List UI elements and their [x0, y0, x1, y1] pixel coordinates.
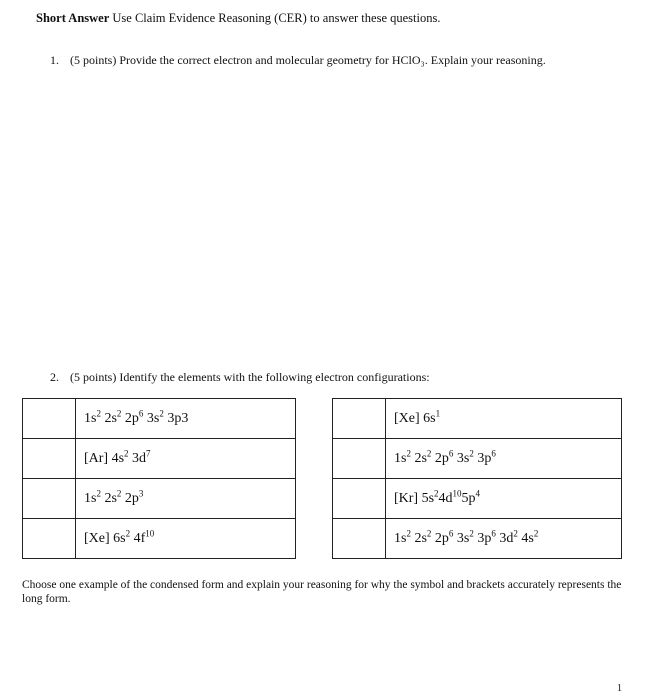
table-row — [333, 479, 622, 519]
section-heading — [36, 11, 440, 26]
answer-cell[interactable] — [333, 479, 386, 519]
answer-cell[interactable] — [333, 439, 386, 479]
answer-cell[interactable] — [333, 399, 386, 439]
config-cell: [Kr] $5s^24d^{10}5p^4$ — [386, 479, 622, 519]
config-cell: [Xe] $6s^1$ — [386, 399, 622, 439]
config-table-left — [22, 398, 296, 559]
config-cell: $1s^2$ $2s^2$ $2p^6$ $3s^2$ 3p3 — [76, 399, 296, 439]
question-1-number: 1. — [50, 53, 59, 67]
table-row — [333, 519, 622, 559]
table-row — [23, 519, 296, 559]
question-1-text: (5 points) Provide the correct electron and molecular geometry for HClO₃. Explain your reasoning. — [70, 53, 546, 67]
table-row — [333, 439, 622, 479]
answer-cell[interactable] — [23, 439, 76, 479]
table-row — [23, 479, 296, 519]
answer-cell[interactable] — [23, 519, 76, 559]
heading-text: Use Claim Evidence Reasoning (CER) to answer these questions. — [112, 11, 441, 25]
answer-cell[interactable] — [333, 519, 386, 559]
table-row — [333, 399, 622, 439]
answer-cell[interactable] — [23, 399, 76, 439]
question-2-number: 2. — [50, 370, 59, 384]
table-row — [23, 439, 296, 479]
heading-bold-label: Short Answer — [36, 11, 110, 25]
config-cell: [Xe] $6s^2$ $4f^{10}$ — [76, 519, 296, 559]
config-table-right — [332, 398, 622, 559]
answer-cell[interactable] — [23, 479, 76, 519]
choose-example-instruction: Choose one example of the condensed form and explain your reasoning for why the symbol and brackets accurately represents the long form. — [22, 579, 622, 605]
question-2-text: (5 points) Identify the elements with the following electron configurations: — [70, 370, 430, 384]
config-cell: $1s^2$ $2s^2$ $2p^6$ $3s^2$ $3p^6$ — [386, 439, 622, 479]
config-cell: [Ar] $4s^2$ $3d^7$ — [76, 439, 296, 479]
page-number: 1 — [617, 683, 622, 694]
table-row — [23, 399, 296, 439]
config-cell: $1s^2$ $2s^2$ $2p^6$ $3s^2$ $3p^6$ $3d^2$ $4s^2$ — [386, 519, 622, 559]
config-cell: $1s^2$ $2s^2$ $2p^3$ — [76, 479, 296, 519]
